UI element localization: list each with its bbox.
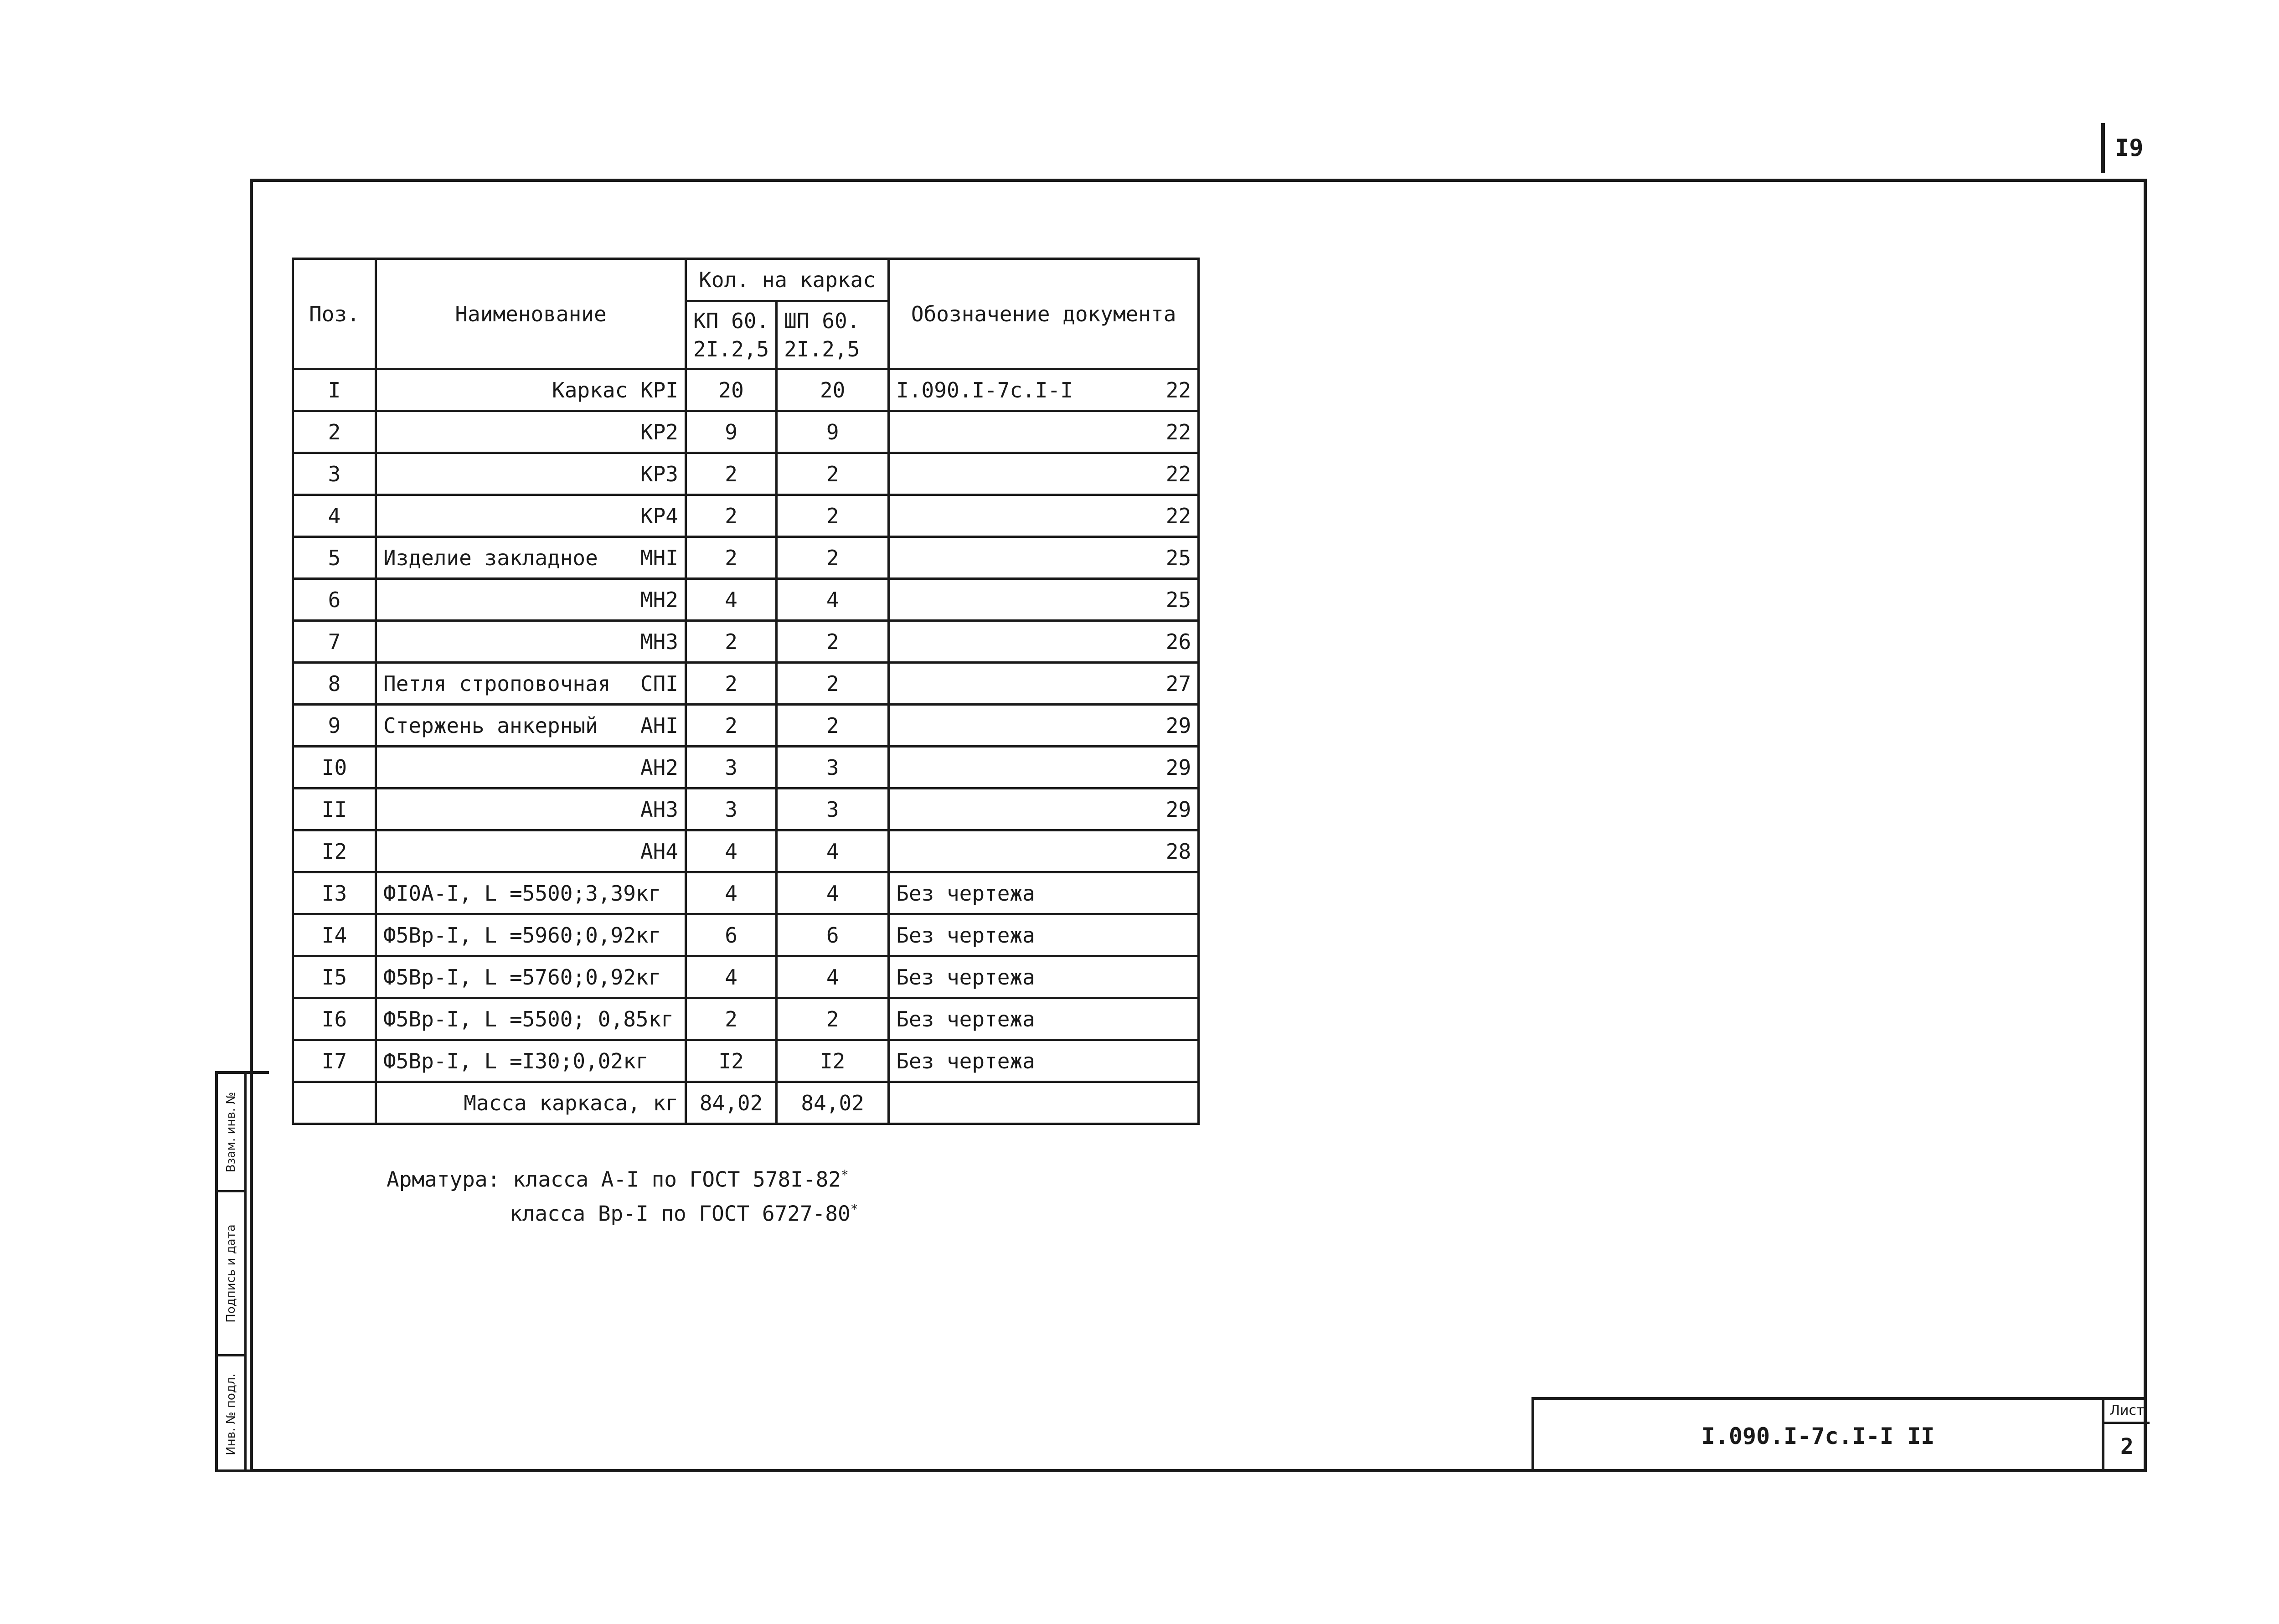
row-name-right: КР3 <box>640 461 678 486</box>
row-pos: I <box>293 369 376 411</box>
table-row <box>293 705 1199 747</box>
total-row <box>293 1082 1199 1124</box>
row-doc-left: Без чертежа <box>896 1006 1035 1031</box>
row-pos: 2 <box>293 411 376 453</box>
specification-table <box>292 258 1200 1125</box>
sidebar-sign-date <box>218 1192 244 1356</box>
sidebar-replace-inv <box>218 1074 244 1192</box>
row-qty-2: I2 <box>777 1040 889 1082</box>
header-qty-col1-line2: 2I.2,5 <box>693 337 769 361</box>
header-qty-col2-line2: 2I.2,5 <box>784 337 860 361</box>
row-doc <box>889 411 1199 453</box>
note-line-1 <box>387 1160 858 1194</box>
header-pos: Поз. <box>293 259 376 369</box>
row-qty-1: I2 <box>686 1040 777 1082</box>
row-name <box>376 830 686 872</box>
row-pos: I0 <box>293 747 376 789</box>
row-doc-right: 22 <box>1165 461 1191 486</box>
row-pos: 5 <box>293 537 376 579</box>
sidebar-inv-no <box>218 1356 244 1472</box>
row-qty-2: 6 <box>777 914 889 956</box>
row-name <box>376 914 686 956</box>
row-qty-1: 4 <box>686 956 777 998</box>
row-qty-1: 2 <box>686 998 777 1040</box>
table-row <box>293 495 1199 537</box>
row-qty-1: 9 <box>686 411 777 453</box>
row-doc-right: 22 <box>1165 419 1191 444</box>
table-row <box>293 956 1199 998</box>
row-doc <box>889 789 1199 830</box>
row-name-left: Ф5Вр-I, L =5500; 0,85кг <box>383 1006 674 1031</box>
row-doc <box>889 956 1199 998</box>
table-row <box>293 369 1199 411</box>
row-name <box>376 1040 686 1082</box>
sheet-cell <box>2102 1400 2150 1472</box>
row-qty-2: 2 <box>777 621 889 663</box>
row-doc <box>889 579 1199 621</box>
note-line-1-sup: * <box>841 1167 849 1182</box>
row-qty-1: 20 <box>686 369 777 411</box>
row-qty-2: 2 <box>777 537 889 579</box>
row-doc-left: I.090.I-7с.I-I <box>896 377 1073 402</box>
row-doc <box>889 663 1199 705</box>
row-qty-1: 2 <box>686 495 777 537</box>
row-name <box>376 411 686 453</box>
row-name-left: ФI0А-I, L =5500;3,39кг <box>383 881 661 906</box>
row-name-right: АН2 <box>640 755 678 780</box>
row-qty-2: 4 <box>777 956 889 998</box>
row-qty-2: 3 <box>777 789 889 830</box>
row-doc-right: 29 <box>1165 797 1191 822</box>
header-name: Наименование <box>376 259 686 369</box>
row-doc-right: 25 <box>1165 545 1191 570</box>
table-row <box>293 747 1199 789</box>
row-name-right: СПI <box>640 671 678 696</box>
row-doc-left: Без чертежа <box>896 923 1035 948</box>
total-label: Масса каркаса, кг <box>376 1082 686 1124</box>
note-line-2 <box>387 1194 858 1228</box>
row-name <box>376 621 686 663</box>
row-qty-1: 3 <box>686 789 777 830</box>
row-name <box>376 789 686 830</box>
row-qty-1: 4 <box>686 830 777 872</box>
sidebar-replace-inv-label: Взам. инв. № <box>224 1092 238 1172</box>
row-qty-2: 2 <box>777 495 889 537</box>
table-row <box>293 453 1199 495</box>
specification-body <box>293 369 1199 1082</box>
row-qty-1: 2 <box>686 621 777 663</box>
row-pos: I4 <box>293 914 376 956</box>
row-doc <box>889 872 1199 914</box>
row-qty-2: 2 <box>777 453 889 495</box>
row-qty-1: 4 <box>686 579 777 621</box>
row-name <box>376 747 686 789</box>
row-name-left: Стержень анкерный <box>383 713 598 738</box>
row-doc <box>889 453 1199 495</box>
header-qty-group: Кол. на каркас <box>686 259 889 301</box>
table-row <box>293 537 1199 579</box>
row-name <box>376 537 686 579</box>
row-name-right: КР2 <box>640 419 678 444</box>
row-name <box>376 663 686 705</box>
row-name-left: Изделие закладное <box>383 545 598 570</box>
total-qty-2: 84,02 <box>777 1082 889 1124</box>
row-qty-2: 4 <box>777 579 889 621</box>
table-row <box>293 789 1199 830</box>
row-name-right: МН2 <box>640 587 678 612</box>
row-pos: I6 <box>293 998 376 1040</box>
total-doc <box>889 1082 1199 1124</box>
row-doc-right: 26 <box>1165 629 1191 654</box>
row-pos: 4 <box>293 495 376 537</box>
total-pos <box>293 1082 376 1124</box>
row-name <box>376 453 686 495</box>
row-doc-right: 25 <box>1165 587 1191 612</box>
row-pos: 7 <box>293 621 376 663</box>
row-doc-right: 22 <box>1165 503 1191 528</box>
row-doc <box>889 830 1199 872</box>
row-doc <box>889 1040 1199 1082</box>
row-pos: 6 <box>293 579 376 621</box>
row-name <box>376 872 686 914</box>
row-doc <box>889 369 1199 411</box>
header-qty-col2 <box>777 301 889 369</box>
row-name-left: Петля строповочная <box>383 671 611 696</box>
page-number: I9 <box>2101 123 2151 173</box>
row-qty-2: 2 <box>777 705 889 747</box>
row-qty-2: 2 <box>777 663 889 705</box>
sidebar-sign-date-label: Подпись и дата <box>224 1224 238 1323</box>
row-pos: II <box>293 789 376 830</box>
table-row <box>293 411 1199 453</box>
sheet-number: 2 <box>2120 1434 2134 1459</box>
row-pos: I5 <box>293 956 376 998</box>
row-qty-2: 20 <box>777 369 889 411</box>
row-doc <box>889 747 1199 789</box>
row-name <box>376 998 686 1040</box>
table-row <box>293 579 1199 621</box>
row-qty-1: 3 <box>686 747 777 789</box>
row-name-left: Ф5Вр-I, L =5760;0,92кг <box>383 964 661 990</box>
row-name-left: Ф5Вр-I, L =I30;0,02кг <box>383 1048 649 1073</box>
row-pos: 3 <box>293 453 376 495</box>
table-row <box>293 914 1199 956</box>
row-doc-left: Без чертежа <box>896 881 1035 906</box>
total-qty-1: 84,02 <box>686 1082 777 1124</box>
row-qty-1: 2 <box>686 663 777 705</box>
row-name-right: Каркас КРI <box>552 377 678 402</box>
header-qty-col1-line1: КП 60. <box>693 309 769 333</box>
row-doc-right: 22 <box>1165 377 1191 402</box>
note-line-2-sup: * <box>850 1201 858 1217</box>
row-name <box>376 579 686 621</box>
header-qty-col1 <box>686 301 777 369</box>
table-row <box>293 872 1199 914</box>
table-row <box>293 998 1199 1040</box>
row-doc <box>889 537 1199 579</box>
row-name <box>376 705 686 747</box>
sidebar-inv-no-label: Инв. № подл. <box>224 1373 238 1455</box>
row-qty-1: 4 <box>686 872 777 914</box>
row-doc-right: 28 <box>1165 839 1191 864</box>
row-name-right: МНI <box>640 545 678 570</box>
row-qty-2: 4 <box>777 830 889 872</box>
row-qty-1: 2 <box>686 537 777 579</box>
sidebar-divider <box>244 1074 247 1469</box>
approval-sidebar <box>215 1071 269 1472</box>
row-name-right: АНI <box>640 713 678 738</box>
document-code: I.090.I-7с.I-I II <box>1701 1423 1935 1449</box>
row-pos: 9 <box>293 705 376 747</box>
row-qty-2: 4 <box>777 872 889 914</box>
row-name-left: Ф5Вр-I, L =5960;0,92кг <box>383 923 661 948</box>
row-qty-2: 3 <box>777 747 889 789</box>
row-qty-2: 2 <box>777 998 889 1040</box>
header-doc: Обозначение документа <box>889 259 1199 369</box>
row-qty-1: 6 <box>686 914 777 956</box>
row-doc <box>889 998 1199 1040</box>
row-doc-right: 29 <box>1165 755 1191 780</box>
reinforcement-notes <box>387 1160 858 1229</box>
row-doc-left: Без чертежа <box>896 1048 1035 1073</box>
row-pos: I3 <box>293 872 376 914</box>
table-row <box>293 1040 1199 1082</box>
table-row <box>293 663 1199 705</box>
row-pos: 8 <box>293 663 376 705</box>
row-doc-right: 29 <box>1165 713 1191 738</box>
row-doc <box>889 705 1199 747</box>
note-line-1-text: Арматура: класса А-I по ГОСТ 578I-82 <box>387 1167 841 1192</box>
row-doc-right: 27 <box>1165 671 1191 696</box>
row-name <box>376 495 686 537</box>
note-line-2-text: класса Вр-I по ГОСТ 6727-80 <box>510 1201 851 1226</box>
row-doc <box>889 914 1199 956</box>
row-name <box>376 956 686 998</box>
sheet-label: Лист <box>2104 1400 2150 1424</box>
row-name-right: МН3 <box>640 629 678 654</box>
row-qty-1: 2 <box>686 453 777 495</box>
row-name-right: КР4 <box>640 503 678 528</box>
row-pos: I2 <box>293 830 376 872</box>
table-row <box>293 830 1199 872</box>
row-name-right: АН3 <box>640 797 678 822</box>
header-qty-col2-line1: ШП 60. <box>784 309 860 333</box>
row-doc <box>889 621 1199 663</box>
row-doc-left: Без чертежа <box>896 964 1035 990</box>
row-name-right: АН4 <box>640 839 678 864</box>
row-pos: I7 <box>293 1040 376 1082</box>
row-qty-1: 2 <box>686 705 777 747</box>
title-block <box>1531 1397 2147 1472</box>
table-row <box>293 621 1199 663</box>
row-qty-2: 9 <box>777 411 889 453</box>
row-name <box>376 369 686 411</box>
row-doc <box>889 495 1199 537</box>
